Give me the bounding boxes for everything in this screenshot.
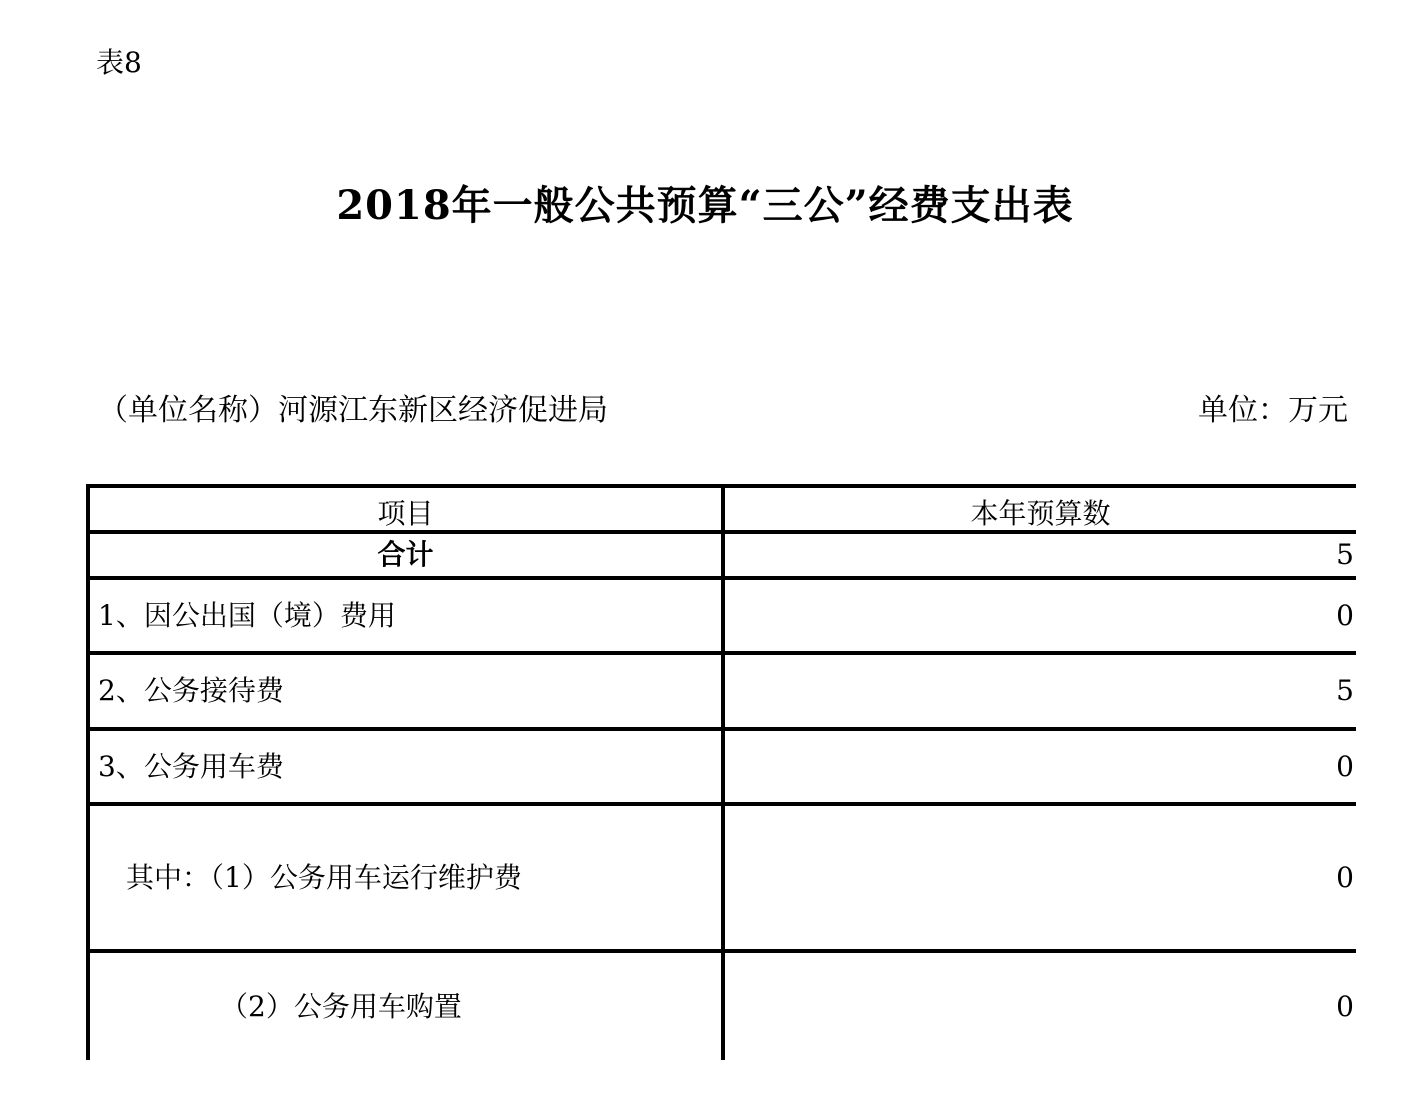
page-title: 2018年一般公共预算“三公”经费支出表: [336, 182, 1074, 229]
row-vehicle-maintenance-value: 0: [725, 806, 1356, 949]
row-vehicle-maintenance-label: 其中：（1）公务用车运行维护费: [90, 806, 721, 949]
row-overseas-label: 1、因公出国（境）费用: [90, 580, 721, 651]
column-header-budget: 本年预算数: [725, 488, 1356, 530]
row-reception-value: 5: [725, 655, 1356, 727]
unit-label: 单位：万元: [1198, 393, 1348, 428]
row-vehicle-value: 0: [725, 731, 1356, 802]
row-vehicle-purchase-value: 0: [725, 953, 1356, 1061]
row-reception-label: 2、公务接待费: [90, 655, 721, 727]
row-total-value: 5: [725, 534, 1356, 576]
row-total-label: 合计: [90, 534, 721, 576]
column-header-item: 项目: [90, 488, 721, 530]
row-vehicle-purchase-label: （2）公务用车购置: [90, 953, 721, 1061]
organization-name: （单位名称）河源江东新区经济促进局: [98, 393, 608, 428]
table-number: 表8: [96, 46, 142, 79]
budget-table: [86, 484, 1356, 1060]
row-overseas-value: 0: [725, 580, 1356, 651]
row-vehicle-label: 3、公务用车费: [90, 731, 721, 802]
